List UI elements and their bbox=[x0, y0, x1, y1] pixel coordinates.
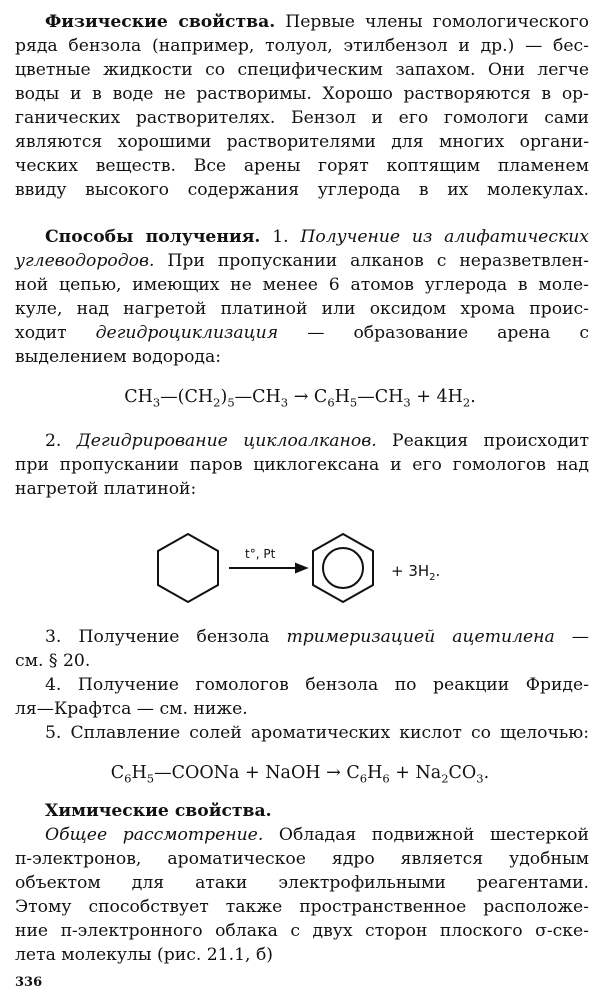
cyclohexane-to-benzene-scheme bbox=[0, 518, 600, 628]
text-line: ние π-электронного облака с двух сторон плоского σ-ске- bbox=[15, 921, 589, 941]
text-line: ганических растворителях. Бензол и его гомологи сами bbox=[15, 108, 589, 128]
text-line: ввиду высокого содержания углерода в их молекулах. bbox=[15, 180, 589, 200]
text-line: нагретой платиной: bbox=[15, 479, 197, 499]
reaction-condition: t°, Pt bbox=[245, 547, 276, 561]
section-heading: Химические свойства. bbox=[45, 801, 272, 821]
text-line: ля—Крафтса — см. ниже. bbox=[15, 699, 248, 719]
text-line: куле, над нагретой платиной или оксидом хрома проис- bbox=[15, 299, 589, 319]
text-line: 2. Дегидрирование циклоалканов. Реакция происходит bbox=[45, 431, 589, 451]
hydrogen-product: + $3H_2$. bbox=[391, 562, 441, 583]
text-line: Физические свойства. Первые члены гомологического bbox=[45, 12, 589, 32]
text-line: ряда бензола (например, толуол, этилбензол и др.) — бес- bbox=[15, 36, 589, 56]
text-line: Общее рассмотрение. Обладая подвижной шестеркой bbox=[45, 825, 589, 845]
text-line: при пропускании паров циклогексана и его гомологов над bbox=[15, 455, 589, 475]
list-item: 4. Получение гомологов бензола по реакции Фриде- bbox=[45, 675, 589, 695]
text-line: являются хорошими растворителями для многих органи- bbox=[15, 132, 589, 152]
text-line: ходит дегидроциклизация — образование арена с bbox=[15, 323, 589, 343]
page-number: 336 bbox=[15, 975, 43, 990]
text-line: воды и в воде не растворимы. Хорошо растворяются в ор- bbox=[15, 84, 589, 104]
text-line: π-электронов, ароматическое ядро является удобным bbox=[15, 849, 589, 869]
arrow-head bbox=[296, 564, 306, 572]
cyclohexane-ring bbox=[158, 534, 218, 602]
equation-dehydrocyclization: $CH_3—(CH_2)_5—CH_3$ → $C_6H_5—CH_3 + 4H_2$. bbox=[124, 387, 476, 410]
text-line: см. § 20. bbox=[15, 651, 91, 671]
text-line: объектом для атаки электрофильными реагентами. bbox=[15, 873, 589, 893]
text-line: углеводородов. При пропускании алканов с неразветвлен- bbox=[15, 251, 589, 271]
section-heading: Физические свойства. bbox=[45, 12, 276, 32]
text-line: цветные жидкости со специфическим запахом. Они легче bbox=[15, 60, 589, 80]
text-line: выделением водорода: bbox=[15, 347, 222, 367]
equation-decarboxylation: $C_6H_5—COONa$ + NaOH → $C_6H_6 + Na_2CO_3$. bbox=[110, 763, 490, 786]
list-item: 3. Получение бензола тримеризацией ацетилена — bbox=[45, 627, 589, 647]
aromatic-circle bbox=[323, 548, 363, 588]
text-line: лета молекулы (рис. 21.1, б) bbox=[15, 945, 273, 965]
list-item: 5. Сплавление солей ароматических кислот со щелочью: bbox=[45, 723, 589, 743]
section-heading: Способы получения. bbox=[45, 227, 261, 247]
text-line: Способы получения. 1. Получение из алифатических bbox=[45, 227, 589, 247]
text-line: ной цепью, имеющих не менее 6 атомов углерода в моле- bbox=[15, 275, 589, 295]
text-line: Этому способствует также пространственное расположе- bbox=[15, 897, 589, 917]
text-line: ческих веществ. Все арены горят коптящим пламенем bbox=[15, 156, 589, 176]
